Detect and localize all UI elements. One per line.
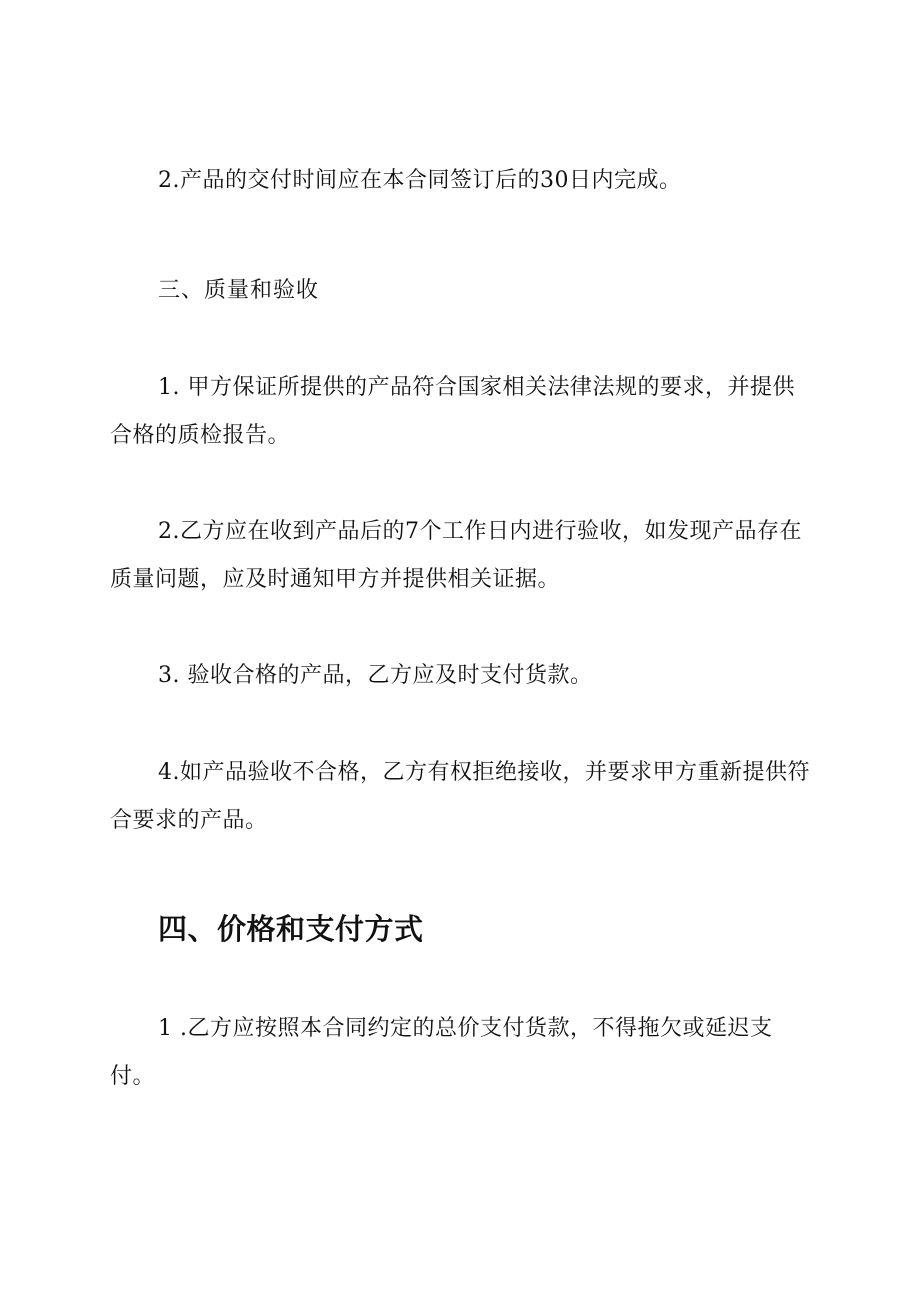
- section-3-item-3: 3. 验收合格的产品，乙方应及时支付货款。: [158, 663, 593, 688]
- section-3-item-1: 1. 甲方保证所提供的产品符合国家相关法律法规的要求，并提供合格的质检报告。: [110, 375, 795, 448]
- section-4-title: 四、价格和支付方式: [158, 912, 424, 946]
- section-3-title: 三、质量和验收: [158, 278, 320, 303]
- section-4-item-1: 1 .乙方应按照本合同约定的总价支付货款，不得拖欠或延迟支付。: [110, 1016, 773, 1089]
- paragraph-delivery-time: 2.产品的交付时间应在本合同签订后的30日内完成。: [158, 168, 682, 193]
- section-3-item-4: 4.如产品验收不合格，乙方有权拒绝接收，并要求甲方重新提供符合要求的产品。: [110, 760, 810, 833]
- section-3-item-2: 2.乙方应在收到产品后的7个工作日内进行验收，如发现产品存在质量问题，应及时通知甲方并提供相关证据。: [110, 519, 802, 592]
